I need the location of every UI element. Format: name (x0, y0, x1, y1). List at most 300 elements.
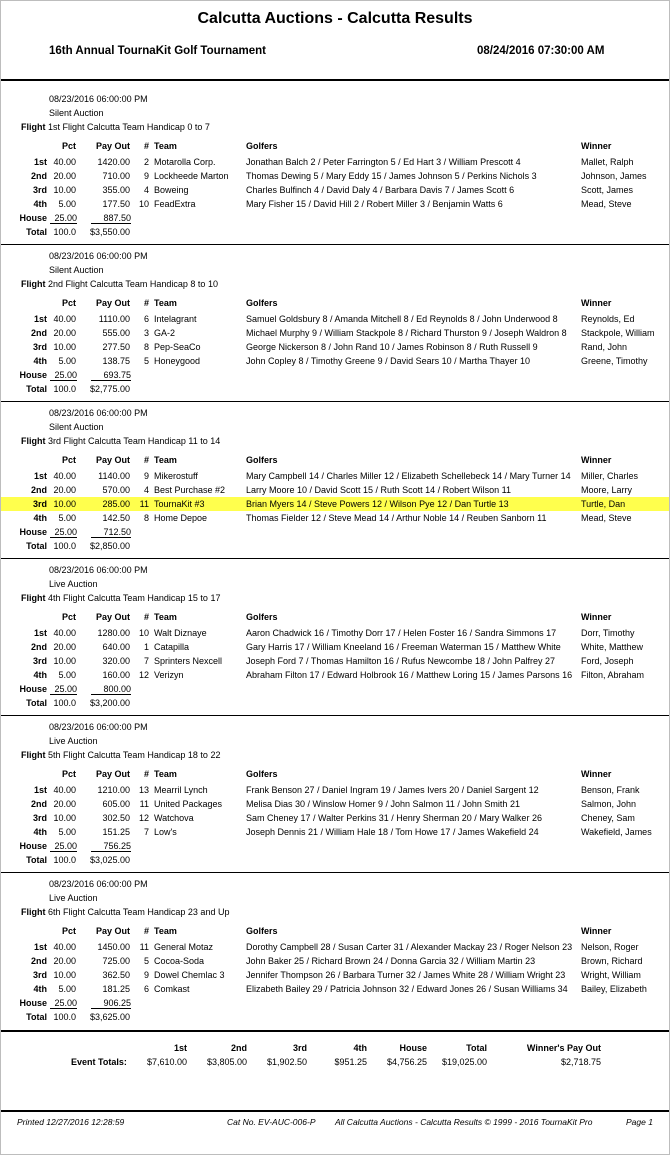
house-payout: 906.25 (91, 998, 131, 1009)
place-cell: 3rd (32, 342, 47, 352)
payout-cell: 555.00 (102, 328, 130, 338)
header-divider (1, 79, 669, 81)
payout-cell: 1110.00 (98, 314, 130, 324)
total-pct: 100.0 (53, 384, 76, 394)
payout-cell: 142.50 (102, 513, 130, 523)
num-header: # (143, 612, 149, 622)
payout-header: Pay Out (95, 926, 130, 936)
winner-cell: Mead, Steve (581, 199, 632, 209)
pct-cell: 20.00 (53, 642, 76, 652)
flight-label: Flight (21, 279, 46, 289)
house-label: House (19, 213, 47, 223)
golfers-cell: Dorothy Campbell 28 / Susan Carter 31 / Alexander Mackay 23 / Roger Nelson 23 (246, 942, 573, 952)
total-pct: 100.0 (53, 1012, 76, 1022)
place-cell: 2nd (30, 642, 47, 652)
house-pct: 25.00 (50, 213, 77, 224)
flight-divider (1, 244, 669, 245)
golfers-cell: Gary Harris 17 / William Kneeland 16 / Freeman Waterman 15 / Matthew White (246, 642, 561, 652)
payout-header: Pay Out (95, 455, 130, 465)
winner-cell: Wright, William (581, 970, 641, 980)
golfers-cell: Brian Myers 14 / Steve Powers 12 / Wilson Pye 12 / Dan Turtle 13 (246, 499, 509, 509)
winner-cell: Scott, James (581, 185, 634, 195)
payout-header: Pay Out (95, 769, 130, 779)
winner-cell: Dorr, Timothy (581, 628, 635, 638)
place-cell: 4th (33, 827, 47, 837)
team-number-cell: 4 (143, 485, 149, 495)
flight-date: 08/23/2016 06:00:00 PM (49, 408, 148, 418)
team-cell: General Motaz (154, 942, 214, 952)
payout-cell: 181.25 (102, 984, 130, 994)
team-cell: Intelagrant (154, 314, 197, 324)
golfers-cell: George Nickerson 8 / John Rand 10 / James Robinson 8 / Ruth Russell 9 (246, 342, 538, 352)
payout-cell: 355.00 (102, 185, 130, 195)
total-label: Total (26, 384, 47, 394)
event-totals-label: Event Totals: (71, 1057, 127, 1067)
team-number-cell: 10 (138, 199, 149, 209)
pct-cell: 40.00 (53, 785, 76, 795)
table-row (1, 654, 669, 668)
table-row (1, 497, 669, 511)
winner-cell: Greene, Timothy (581, 356, 648, 366)
winner-header: Winner (581, 298, 612, 308)
flight-name: 6th Flight Calcutta Team Handicap 23 and Up (48, 907, 230, 917)
page-number: Page 1 (626, 1117, 653, 1127)
place-cell: 1st (33, 942, 47, 952)
place-cell: 3rd (32, 970, 47, 980)
team-number-cell: 9 (143, 171, 149, 181)
payout-cell: 570.00 (102, 485, 130, 495)
payout-cell: 710.00 (102, 171, 130, 181)
team-number-cell: 7 (143, 656, 149, 666)
team-number-cell: 8 (143, 513, 149, 523)
table-row (1, 469, 669, 483)
totals-value-cell: $3,805.00 (206, 1057, 247, 1067)
team-number-cell: 2 (143, 157, 149, 167)
golfers-cell: Thomas Fielder 12 / Steve Mead 14 / Arthur Noble 14 / Reuben Sanborn 11 (246, 513, 547, 523)
payout-cell: 362.50 (102, 970, 130, 980)
winner-cell: Mead, Steve (581, 513, 632, 523)
golfers-cell: Jennifer Thompson 26 / Barbara Turner 32 / James White 28 / William Wright 23 (246, 970, 566, 980)
winner-cell: Reynolds, Ed (581, 314, 635, 324)
pct-header: Pct (61, 298, 76, 308)
team-cell: Dowel Chemlac 3 (154, 970, 225, 980)
team-number-cell: 11 (139, 799, 149, 809)
payout-cell: 277.50 (102, 342, 130, 352)
total-pct: 100.0 (53, 541, 76, 551)
pct-cell: 40.00 (53, 942, 76, 952)
house-label: House (19, 370, 47, 380)
winner-cell: White, Matthew (581, 642, 644, 652)
total-label: Total (26, 1012, 47, 1022)
table-row (1, 968, 669, 982)
table-row (1, 954, 669, 968)
winner-cell: Rand, John (581, 342, 628, 352)
printed-date: Printed 12/27/2016 12:28:59 (17, 1117, 125, 1127)
table-row (1, 197, 669, 211)
pct-cell: 10.00 (53, 656, 76, 666)
total-payout: $2,775.00 (89, 384, 130, 394)
place-cell: 3rd (32, 813, 47, 823)
pct-cell: 5.00 (58, 670, 76, 680)
team-number-cell: 11 (139, 942, 149, 952)
total-label: Total (26, 698, 47, 708)
golfers-header: Golfers (246, 612, 278, 622)
golfers-cell: John Baker 25 / Richard Brown 24 / Donna Garcia 32 / William Martin 23 (246, 956, 536, 966)
team-number-cell: 6 (143, 984, 149, 994)
team-number-cell: 12 (138, 813, 149, 823)
table-row (1, 626, 669, 640)
winner-cell: Cheney, Sam (581, 813, 635, 823)
golfers-cell: Mary Fisher 15 / David Hill 2 / Robert Miller 3 / Benjamin Watts 6 (246, 199, 503, 209)
house-payout: 800.00 (91, 684, 131, 695)
winner-cell: Benson, Frank (581, 785, 640, 795)
pct-cell: 20.00 (53, 799, 76, 809)
place-cell: 3rd (32, 656, 47, 666)
pct-cell: 40.00 (53, 628, 76, 638)
flight-date: 08/23/2016 06:00:00 PM (49, 879, 148, 889)
flight-name-line (21, 122, 210, 132)
total-payout: $3,025.00 (89, 855, 130, 865)
payout-cell: 1140.00 (98, 471, 130, 481)
golfers-header: Golfers (246, 926, 278, 936)
golfers-cell: John Copley 8 / Timothy Greene 9 / David Sears 10 / Martha Thayer 10 (246, 356, 530, 366)
house-label: House (19, 684, 47, 694)
flight-name-line (21, 907, 229, 917)
place-cell: 2nd (30, 328, 47, 338)
pct-cell: 10.00 (53, 499, 76, 509)
pct-cell: 5.00 (58, 199, 76, 209)
flight-name: 3rd Flight Calcutta Team Handicap 11 to 14 (48, 436, 221, 446)
flight-divider (1, 401, 669, 402)
flight-name: 5th Flight Calcutta Team Handicap 18 to 22 (48, 750, 221, 760)
table-row (1, 511, 669, 525)
pct-cell: 40.00 (53, 471, 76, 481)
total-payout: $3,625.00 (89, 1012, 130, 1022)
table-row (1, 155, 669, 169)
total-label: Total (26, 227, 47, 237)
flight-divider (1, 558, 669, 559)
pct-header: Pct (61, 769, 76, 779)
winner-header: Winner (581, 769, 612, 779)
golfers-header: Golfers (246, 455, 278, 465)
golfers-cell: Abraham Filton 17 / Edward Holbrook 16 / Matthew Loring 15 / James Parsons 16 (246, 670, 573, 680)
event-name: 16th Annual TournaKit Golf Tournament (49, 45, 267, 57)
place-cell: 3rd (32, 185, 47, 195)
place-cell: 4th (33, 513, 47, 523)
house-payout: 887.50 (91, 213, 131, 224)
table-row (1, 668, 669, 682)
pct-header: Pct (61, 926, 76, 936)
flight-name-line (21, 750, 220, 760)
totals-header-cell: 4th (353, 1043, 367, 1053)
team-number-cell: 9 (143, 471, 149, 481)
payout-cell: 1420.00 (97, 157, 130, 167)
winner-cell: Filton, Abraham (581, 670, 645, 680)
table-row (1, 169, 669, 183)
golfers-cell: Joseph Ford 7 / Thomas Hamilton 16 / Rufus Newcombe 18 / John Palfrey 27 (246, 656, 555, 666)
table-row (1, 811, 669, 825)
totals-header-cell: Winner's Pay Out (526, 1043, 601, 1053)
flight-divider (1, 715, 669, 716)
house-pct: 25.00 (50, 527, 77, 538)
team-cell: Watchova (154, 813, 194, 823)
num-header: # (143, 926, 149, 936)
team-cell: Pep-SeaCo (154, 342, 201, 352)
team-cell: Home Depoe (154, 513, 208, 523)
flight-name: 4th Flight Calcutta Team Handicap 15 to 17 (48, 593, 221, 603)
payout-cell: 285.00 (102, 499, 130, 509)
team-number-cell: 8 (143, 342, 149, 352)
golfers-cell: Elizabeth Bailey 29 / Patricia Johnson 32 / Edward Jones 26 / Susan Williams 34 (246, 984, 568, 994)
flight-date: 08/23/2016 06:00:00 PM (49, 565, 148, 575)
flight-section (1, 560, 669, 716)
team-cell: Walt Diznaye (154, 628, 207, 638)
team-number-cell: 1 (143, 642, 149, 652)
team-header: Team (154, 141, 177, 151)
num-header: # (143, 298, 149, 308)
place-cell: 3rd (32, 499, 47, 509)
flight-label: Flight (21, 436, 46, 446)
house-label: House (19, 998, 47, 1008)
table-row (1, 183, 669, 197)
team-number-cell: 12 (138, 670, 149, 680)
flight-name-line (21, 436, 220, 446)
payout-cell: 138.75 (102, 356, 130, 366)
payout-cell: 605.00 (102, 799, 130, 809)
golfers-cell: Joseph Dennis 21 / William Hale 18 / Tom Howe 17 / James Wakefield 24 (246, 827, 539, 837)
team-number-cell: 11 (139, 499, 149, 509)
totals-value-cell: $19,025.00 (441, 1057, 487, 1067)
flight-name: 2nd Flight Calcutta Team Handicap 8 to 10 (48, 279, 218, 289)
totals-header-cell: 3rd (292, 1043, 307, 1053)
pct-cell: 40.00 (53, 157, 76, 167)
pct-cell: 5.00 (58, 356, 76, 366)
golfers-cell: Charles Bulfinch 4 / David Daly 4 / Barbara Davis 7 / James Scott 6 (246, 185, 515, 195)
place-cell: 2nd (30, 799, 47, 809)
auction-type: Live Auction (49, 736, 98, 746)
table-row (1, 340, 669, 354)
flight-section (1, 874, 669, 1030)
golfers-header: Golfers (246, 298, 278, 308)
payout-cell: 725.00 (102, 956, 130, 966)
team-number-cell: 5 (143, 956, 149, 966)
house-payout: 712.50 (91, 527, 131, 538)
team-cell: GA-2 (154, 328, 176, 338)
winner-cell: Nelson, Roger (581, 942, 639, 952)
payout-cell: 1450.00 (97, 942, 130, 952)
golfers-header: Golfers (246, 769, 278, 779)
flight-divider (1, 872, 669, 873)
house-pct: 25.00 (50, 841, 77, 852)
pct-cell: 5.00 (58, 984, 76, 994)
pct-header: Pct (61, 612, 76, 622)
num-header: # (143, 455, 149, 465)
team-header: Team (154, 298, 177, 308)
winner-cell: Ford, Joseph (581, 656, 634, 666)
pct-cell: 10.00 (53, 813, 76, 823)
team-cell: Cocoa-Soda (154, 956, 205, 966)
payout-header: Pay Out (95, 612, 130, 622)
team-number-cell: 13 (138, 785, 149, 795)
payout-header: Pay Out (95, 298, 130, 308)
payout-cell: 160.00 (102, 670, 130, 680)
table-row (1, 312, 669, 326)
team-cell: Mearril Lynch (154, 785, 208, 795)
pct-cell: 10.00 (53, 342, 76, 352)
team-cell: Mikerostuff (154, 471, 198, 481)
team-number-cell: 5 (143, 356, 149, 366)
place-cell: 1st (33, 314, 47, 324)
house-payout: 756.25 (91, 841, 131, 852)
payout-cell: 151.25 (102, 827, 130, 837)
flight-section (1, 89, 669, 245)
payout-cell: 1280.00 (97, 628, 130, 638)
flight-name-line (21, 593, 220, 603)
total-payout: $2,850.00 (89, 541, 130, 551)
house-label: House (19, 527, 47, 537)
golfers-cell: Larry Moore 10 / David Scott 15 / Ruth Scott 14 / Robert Wilson 11 (246, 485, 511, 495)
house-pct: 25.00 (50, 998, 77, 1009)
flight-date: 08/23/2016 06:00:00 PM (49, 722, 148, 732)
totals-header-cell: 1st (173, 1043, 187, 1053)
total-pct: 100.0 (53, 698, 76, 708)
house-payout: 693.75 (91, 370, 131, 381)
team-number-cell: 10 (138, 628, 149, 638)
golfers-cell: Jonathan Balch 2 / Peter Farrington 5 / Ed Hart 3 / William Prescott 4 (246, 157, 521, 167)
pct-cell: 20.00 (53, 171, 76, 181)
winner-cell: Mallet, Ralph (581, 157, 634, 167)
place-cell: 1st (33, 157, 47, 167)
team-cell: Verizyn (154, 670, 184, 680)
winner-cell: Johnson, James (581, 171, 647, 181)
auction-type: Live Auction (49, 579, 98, 589)
flight-date: 08/23/2016 06:00:00 PM (49, 94, 148, 104)
num-header: # (143, 769, 149, 779)
place-cell: 2nd (30, 485, 47, 495)
place-cell: 4th (33, 670, 47, 680)
golfers-cell: Frank Benson 27 / Daniel Ingram 19 / James Ivers 20 / Daniel Sargent 12 (246, 785, 539, 795)
flight-name-line (21, 279, 218, 289)
pct-cell: 5.00 (58, 827, 76, 837)
flight-section (1, 403, 669, 559)
winner-header: Winner (581, 455, 612, 465)
pct-header: Pct (61, 141, 76, 151)
golfers-cell: Aaron Chadwick 16 / Timothy Dorr 17 / Helen Foster 16 / Sandra Simmons 17 (246, 628, 557, 638)
house-pct: 25.00 (50, 370, 77, 381)
place-cell: 1st (33, 785, 47, 795)
table-row (1, 326, 669, 340)
totals-value-cell: $1,902.50 (266, 1057, 307, 1067)
pct-cell: 40.00 (53, 314, 76, 324)
auction-type: Live Auction (49, 893, 98, 903)
table-row (1, 483, 669, 497)
copyright-notice: All Calcutta Auctions - Calcutta Results © 1999 - 2016 TournaKit Pro (335, 1117, 593, 1127)
payout-cell: 302.50 (102, 813, 130, 823)
place-cell: 1st (33, 628, 47, 638)
totals-value-cell: $2,718.75 (560, 1057, 601, 1067)
pct-header: Pct (61, 455, 76, 465)
team-cell: Low's (154, 827, 177, 837)
golfers-cell: Thomas Dewing 5 / Mary Eddy 15 / James Johnson 5 / Perkins Nichols 3 (246, 171, 537, 181)
totals-value-cell: $7,610.00 (146, 1057, 187, 1067)
payout-cell: 177.50 (102, 199, 130, 209)
winner-cell: Turtle, Dan (581, 499, 626, 509)
team-cell: Catapilla (154, 642, 190, 652)
team-cell: Honeygood (154, 356, 201, 366)
total-pct: 100.0 (53, 227, 76, 237)
team-number-cell: 3 (143, 328, 149, 338)
place-cell: 4th (33, 984, 47, 994)
pct-cell: 10.00 (53, 970, 76, 980)
winner-cell: Stackpole, William (581, 328, 655, 338)
team-cell: Lockheede Marton (154, 171, 229, 181)
team-cell: Boweing (154, 185, 189, 195)
golfers-header: Golfers (246, 141, 278, 151)
flight-name: 1st Flight Calcutta Team Handicap 0 to 7 (48, 122, 210, 132)
team-cell: Motarolla Corp. (154, 157, 216, 167)
table-row (1, 354, 669, 368)
place-cell: 4th (33, 199, 47, 209)
place-cell: 2nd (30, 171, 47, 181)
payout-cell: 1210.00 (97, 785, 130, 795)
total-label: Total (26, 855, 47, 865)
auction-type: Silent Auction (49, 422, 104, 432)
team-number-cell: 9 (143, 970, 149, 980)
place-cell: 2nd (30, 956, 47, 966)
golfers-cell: Mary Campbell 14 / Charles Miller 12 / Elizabeth Schellebeck 14 / Mary Turner 14 (246, 471, 571, 481)
flight-label: Flight (21, 122, 46, 132)
house-label: House (19, 841, 47, 851)
team-header: Team (154, 455, 177, 465)
total-pct: 100.0 (53, 855, 76, 865)
winner-cell: Bailey, Elizabeth (581, 984, 647, 994)
golfers-cell: Sam Cheney 17 / Walter Perkins 31 / Henry Sherman 20 / Mary Walker 26 (246, 813, 542, 823)
golfers-cell: Samuel Goldsbury 8 / Amanda Mitchell 8 / Ed Reynolds 8 / John Underwood 8 (246, 314, 558, 324)
house-pct: 25.00 (50, 684, 77, 695)
team-cell: Best Purchase #2 (154, 485, 226, 495)
totals-header-cell: 2nd (230, 1043, 247, 1053)
winner-header: Winner (581, 141, 612, 151)
payout-cell: 640.00 (102, 642, 130, 652)
golfers-cell: Melisa Dias 30 / Winslow Homer 9 / John Salmon 11 / John Smith 21 (246, 799, 520, 809)
flight-label: Flight (21, 750, 46, 760)
place-cell: 1st (33, 471, 47, 481)
flight-label: Flight (21, 593, 46, 603)
team-number-cell: 7 (143, 827, 149, 837)
team-cell: United Packages (154, 799, 223, 809)
team-header: Team (154, 769, 177, 779)
footer-divider (1, 1110, 669, 1112)
payout-cell: 320.00 (102, 656, 130, 666)
table-row (1, 783, 669, 797)
totals-header-cell: House (399, 1043, 427, 1053)
totals-divider (1, 1030, 669, 1032)
table-row (1, 640, 669, 654)
payout-header: Pay Out (95, 141, 130, 151)
winner-cell: Wakefield, James (581, 827, 652, 837)
golfers-cell: Michael Murphy 9 / William Stackpole 8 / Richard Thurston 9 / Joseph Waldron 8 (246, 328, 567, 338)
flight-section (1, 246, 669, 402)
table-row (1, 797, 669, 811)
team-header: Team (154, 612, 177, 622)
pct-cell: 20.00 (53, 328, 76, 338)
total-label: Total (26, 541, 47, 551)
team-number-cell: 4 (143, 185, 149, 195)
totals-value-cell: $4,756.25 (386, 1057, 427, 1067)
pct-cell: 20.00 (53, 956, 76, 966)
flight-label: Flight (21, 907, 46, 917)
winner-cell: Miller, Charles (581, 471, 639, 481)
